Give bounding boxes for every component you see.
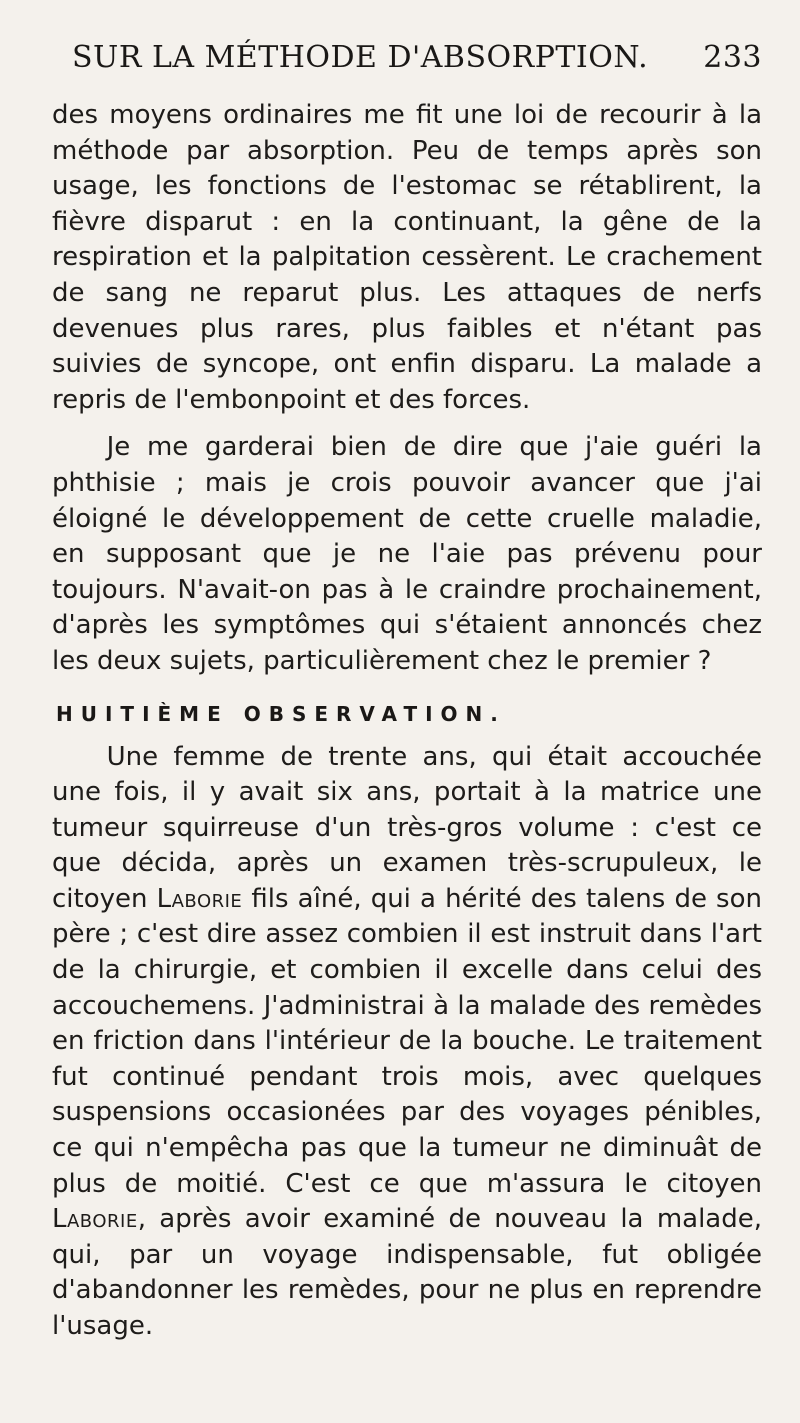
observation-heading: HUITIÈME OBSERVATION. (56, 701, 506, 726)
book-page (52, 40, 762, 1345)
paragraph-continued: des moyens ordinaires me fit une loi de recourir à la méthode par absorption. Peu de temps après son usage, les fonctions de l'estomac se rétablirent, la fièvre disparut : en la continuant, la gêne de la respiration et la palpitation cessèrent. Le crachement de sang ne reparut plus. Les attaques de nerfs devenues plus rares, plus faibles et n'étant pas suivies de syncope, ont enfin disparu. La malade a repris de l'embonpoint et des forces. (52, 100, 762, 415)
surgeon-name-second: Laborie (52, 1204, 138, 1235)
observation-text-part-3: , après avoir examiné de nouveau la malade, qui, par un voyage indispensable, fut obligée d'abandonner les remèdes, pour ne plus en reprendre l'usage. (52, 1204, 762, 1341)
observation-text-part-1: Une femme de trente ans, qui était accouchée une fois, il y avait six ans, portait à la matrice une tumeur squirreuse d'un très-gros volume : c'est ce que décida, après un examen très-scrupuleux, le citoyen (52, 741, 762, 914)
running-header (52, 40, 762, 96)
observation-text-part-2: fils aîné, qui a hérité des talens de son père ; c'est dire assez combien il est instruit dans l'art de la chirurgie, et combien il excelle dans celui des accouchemens. J'administrai à la malade des remèdes en friction dans l'intérieur de la bouche. Le traitement fut continué pendant trois mois, avec quelques suspensions occasionées par des voyages pénibles, ce qui n'empêcha pas que la tumeur ne diminuât de plus de moitié. C'est ce que m'assura le citoyen (52, 883, 762, 1199)
surgeon-name: Laborie (156, 883, 243, 914)
running-title: SUR LA MÉTHODE D'ABSORPTION. (72, 40, 649, 75)
paragraph-observation (52, 740, 762, 1345)
page-number: 233 (703, 40, 762, 75)
paragraph-phthisie: Je me garderai bien de dire que j'aie guéri la phthisie ; mais je crois pouvoir avancer que j'ai éloigné le développement de cette cruelle maladie, en supposant que je ne l'aie pas prévenu pour toujours. N'avait-on pas à le craindre prochainement, d'après les symptômes qui s'étaient annoncés chez les deux sujets, particulièrement chez le premier ? (52, 432, 762, 676)
